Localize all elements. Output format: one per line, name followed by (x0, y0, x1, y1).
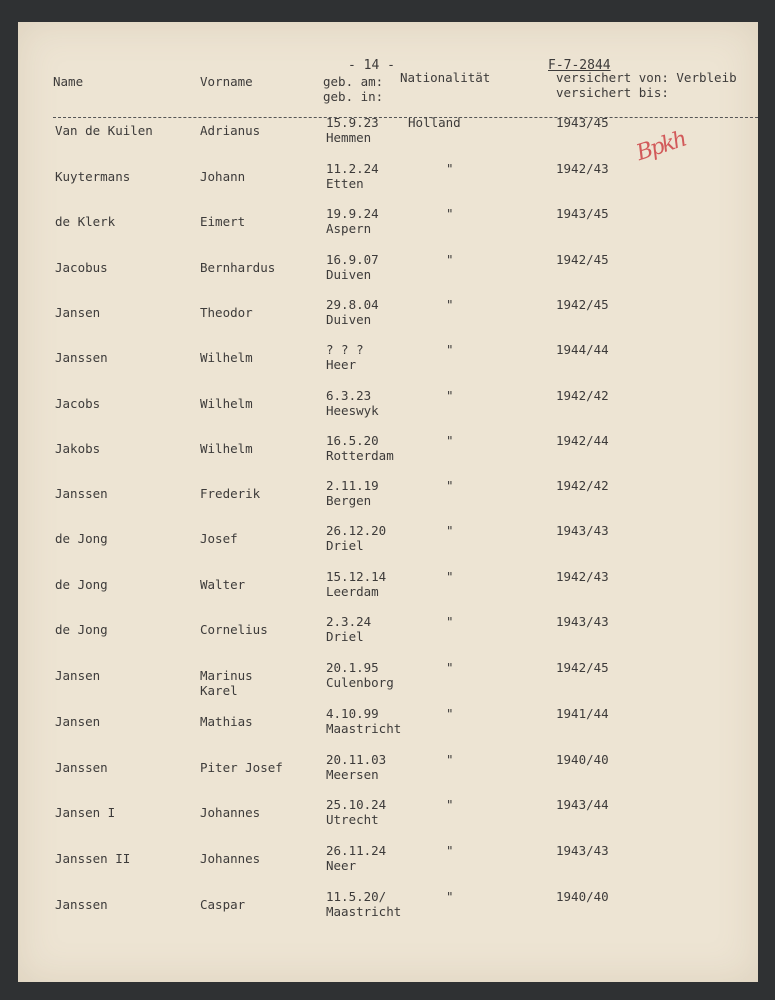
nationality-cell: " (446, 523, 454, 538)
name-cell: Jansen I (55, 805, 116, 820)
insured-cell: 1943/45 (556, 206, 609, 221)
name-cell: de Jong (55, 577, 108, 592)
vorname-cell: Johannes (200, 805, 261, 820)
vorname-cell: Josef (200, 531, 238, 546)
insured-cell: 1943/43 (556, 614, 609, 629)
insured-cell: 1942/45 (556, 252, 609, 267)
nationality-cell: " (446, 889, 454, 904)
table-row (18, 478, 758, 524)
name-cell: Janssen (55, 760, 108, 775)
nationality-cell: " (446, 706, 454, 721)
nationality-cell: Holland (408, 115, 461, 130)
nationality-cell: " (446, 206, 454, 221)
table-row (18, 797, 758, 843)
table-row (18, 388, 758, 434)
insured-cell: 1942/43 (556, 161, 609, 176)
vorname-cell: Walter (200, 577, 246, 592)
table-row (18, 297, 758, 343)
birth-cell: 20.1.95 Culenborg (326, 660, 394, 690)
table-row (18, 569, 758, 615)
name-cell: Jacobus (55, 260, 108, 275)
table-row (18, 614, 758, 660)
table-row (18, 252, 758, 298)
name-cell: Van de Kuilen (55, 123, 153, 138)
page-number: - 14 - (348, 58, 395, 73)
nationality-cell: " (446, 660, 454, 675)
table-row (18, 161, 758, 207)
insured-cell: 1942/45 (556, 297, 609, 312)
nationality-cell: " (446, 797, 454, 812)
name-cell: de Klerk (55, 214, 116, 229)
nationality-cell: " (446, 478, 454, 493)
birth-cell: 29.8.04 Duiven (326, 297, 379, 327)
birth-cell: 19.9.24 Aspern (326, 206, 379, 236)
birth-cell: ? ? ? Heer (326, 342, 364, 372)
insured-cell: 1940/40 (556, 889, 609, 904)
insured-cell: 1941/44 (556, 706, 609, 721)
table-row (18, 433, 758, 479)
table-row (18, 843, 758, 889)
birth-cell: 11.5.20/ Maastricht (326, 889, 402, 919)
name-cell: Jakobs (55, 441, 101, 456)
table-row (18, 889, 758, 935)
nationality-cell: " (446, 614, 454, 629)
insured-cell: 1944/44 (556, 342, 609, 357)
vorname-cell: Adrianus (200, 123, 261, 138)
insured-cell: 1942/42 (556, 388, 609, 403)
birth-cell: 6.3.23 Heeswyk (326, 388, 379, 418)
vorname-cell: Caspar (200, 897, 246, 912)
insured-cell: 1942/44 (556, 433, 609, 448)
vorname-cell: Piter Josef (200, 760, 283, 775)
table-row (18, 660, 758, 706)
birth-cell: 20.11.03 Meersen (326, 752, 387, 782)
insured-cell: 1940/40 (556, 752, 609, 767)
table-row (18, 206, 758, 252)
column-header-nationalitaet: Nationalität (400, 70, 491, 85)
birth-cell: 25.10.24 Utrecht (326, 797, 387, 827)
insured-cell: 1942/42 (556, 478, 609, 493)
vorname-cell: Johannes (200, 851, 261, 866)
name-cell: Janssen (55, 350, 108, 365)
birth-cell: 4.10.99 Maastricht (326, 706, 402, 736)
birth-cell: 16.5.20 Rotterdam (326, 433, 394, 463)
column-header-geb: geb. am: geb. in: (323, 74, 384, 104)
vorname-cell: Frederik (200, 486, 261, 501)
insured-cell: 1943/45 (556, 115, 609, 130)
nationality-cell: " (446, 569, 454, 584)
table-row (18, 523, 758, 569)
vorname-cell: Marinus Karel (200, 668, 253, 698)
column-header-name: Name (53, 74, 84, 89)
name-cell: Janssen (55, 486, 108, 501)
name-cell: Janssen (55, 897, 108, 912)
vorname-cell: Mathias (200, 714, 253, 729)
table-row (18, 752, 758, 798)
column-header-vorname: Vorname (200, 74, 253, 89)
vorname-cell: Cornelius (200, 622, 268, 637)
birth-cell: 26.11.24 Neer (326, 843, 387, 873)
vorname-cell: Wilhelm (200, 441, 253, 456)
insured-cell: 1942/45 (556, 660, 609, 675)
birth-cell: 16.9.07 Duiven (326, 252, 379, 282)
table-row (18, 706, 758, 752)
birth-cell: 11.2.24 Etten (326, 161, 379, 191)
table-row (18, 342, 758, 388)
document-page (18, 22, 758, 982)
name-cell: de Jong (55, 531, 108, 546)
birth-cell: 15.9.23 Hemmen (326, 115, 379, 145)
name-cell: Kuytermans (55, 169, 131, 184)
vorname-cell: Theodor (200, 305, 253, 320)
insured-cell: 1943/43 (556, 523, 609, 538)
nationality-cell: " (446, 161, 454, 176)
name-cell: Janssen II (55, 851, 131, 866)
nationality-cell: " (446, 843, 454, 858)
nationality-cell: " (446, 388, 454, 403)
birth-cell: 26.12.20 Driel (326, 523, 387, 553)
name-cell: Jansen (55, 714, 101, 729)
vorname-cell: Eimert (200, 214, 246, 229)
column-header-versichert: versichert von: Verbleib versichert bis: (556, 70, 737, 100)
name-cell: de Jong (55, 622, 108, 637)
vorname-cell: Johann (200, 169, 246, 184)
birth-cell: 2.3.24 Driel (326, 614, 372, 644)
vorname-cell: Bernhardus (200, 260, 276, 275)
handwritten-mark: Bpkh (633, 126, 689, 167)
insured-cell: 1943/43 (556, 843, 609, 858)
birth-cell: 2.11.19 Bergen (326, 478, 379, 508)
insured-cell: 1942/43 (556, 569, 609, 584)
nationality-cell: " (446, 433, 454, 448)
nationality-cell: " (446, 252, 454, 267)
document-reference: F-7-2844 (548, 58, 611, 73)
nationality-cell: " (446, 297, 454, 312)
name-cell: Jacobs (55, 396, 101, 411)
vorname-cell: Wilhelm (200, 350, 253, 365)
name-cell: Jansen (55, 668, 101, 683)
nationality-cell: " (446, 342, 454, 357)
birth-cell: 15.12.14 Leerdam (326, 569, 387, 599)
vorname-cell: Wilhelm (200, 396, 253, 411)
insured-cell: 1943/44 (556, 797, 609, 812)
nationality-cell: " (446, 752, 454, 767)
name-cell: Jansen (55, 305, 101, 320)
